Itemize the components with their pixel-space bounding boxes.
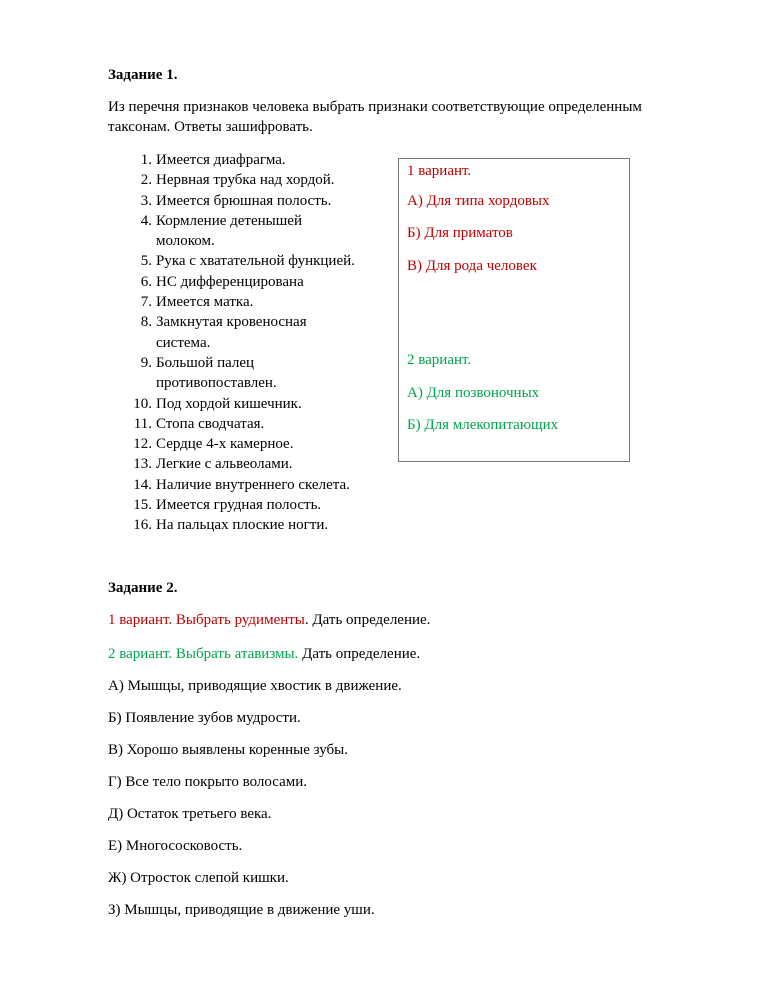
- box-variant1-item: Б) Для приматов: [407, 225, 513, 241]
- task2-item: Б) Появление зубов мудрости.: [108, 710, 301, 726]
- list-item: 9. Большой палец противопоставлен.: [140, 354, 277, 392]
- task2-item: Е) Многососковость.: [108, 838, 243, 854]
- box-variant2-item: Б) Для млекопитающих: [407, 417, 559, 433]
- task2-variant1-colored: 1 вариант. Выбрать рудименты: [108, 612, 305, 628]
- list-item: 14. Наличие внутреннего скелета.: [133, 476, 350, 493]
- list-item: 12. Сердце 4-х камерное.: [133, 436, 294, 453]
- task2-item: В) Хорошо выявлены коренные зубы.: [108, 742, 348, 758]
- list-item: 16. На пальцах плоские ногти.: [133, 517, 329, 534]
- task2-item: Д) Остаток третьего века.: [108, 806, 272, 822]
- list-item: 10. Под хордой кишечник.: [133, 395, 302, 412]
- list-item: 15. Имеется грудная полость.: [133, 497, 322, 514]
- task2-item: З) Мышцы, приводящие в движение уши.: [108, 902, 375, 918]
- task2-item: Г) Все тело покрыто волосами.: [108, 774, 308, 790]
- list-item: 3. Имеется брюшная полость.: [140, 192, 332, 209]
- task2-title: Задание 2.: [108, 580, 178, 596]
- list-item: 13. Легкие с альвеолами.: [133, 456, 293, 473]
- variants-box: [398, 158, 630, 462]
- list-item: 5. Рука с хватательной функцией.: [140, 253, 355, 270]
- box-variant1-item: В) Для рода человек: [407, 258, 537, 274]
- task2-variant2-rest: Дать определение.: [298, 646, 421, 662]
- list-item: 11. Стопа сводчатая.: [133, 415, 265, 432]
- box-variant1-title: 1 вариант.: [407, 163, 472, 179]
- task1-title: Задание 1.: [108, 67, 178, 83]
- task2-item: А) Мышцы, приводящие хвостик в движение.: [108, 678, 402, 694]
- box-variant1-item: А) Для типа хордовых: [407, 193, 550, 209]
- task2-variant1-rest: . Дать определение.: [304, 612, 431, 628]
- traits-list: [108, 150, 398, 536]
- task1-intro: [108, 97, 728, 137]
- task2-variant1: [108, 612, 430, 629]
- list-item: 7. Имеется матка.: [140, 294, 254, 311]
- task2-variant2-colored: 2 вариант. Выбрать атавизмы.: [108, 646, 299, 662]
- task2-variant2: [108, 646, 420, 663]
- list-item: 8. Замкнутая кровеносная система.: [140, 314, 307, 351]
- task2-item: Ж) Отросток слепой кишки.: [108, 870, 289, 886]
- task1-intro-line2: таксонам. Ответы зашифровать.: [108, 119, 313, 135]
- task1-intro-line1: Из перечня признаков человека выбрать признаки соответствующие определенным: [108, 99, 642, 115]
- list-item: 1. Имеется диафрагма.: [140, 152, 286, 168]
- list-item: 2. Нервная трубка над хордой.: [140, 172, 335, 189]
- box-variant2-title: 2 вариант.: [407, 352, 472, 368]
- list-item: 6. НС дифференцирована: [140, 273, 304, 290]
- list-item: 4. Кормление детенышей молоком.: [140, 212, 302, 250]
- box-variant2-item: А) Для позвоночных: [407, 385, 540, 401]
